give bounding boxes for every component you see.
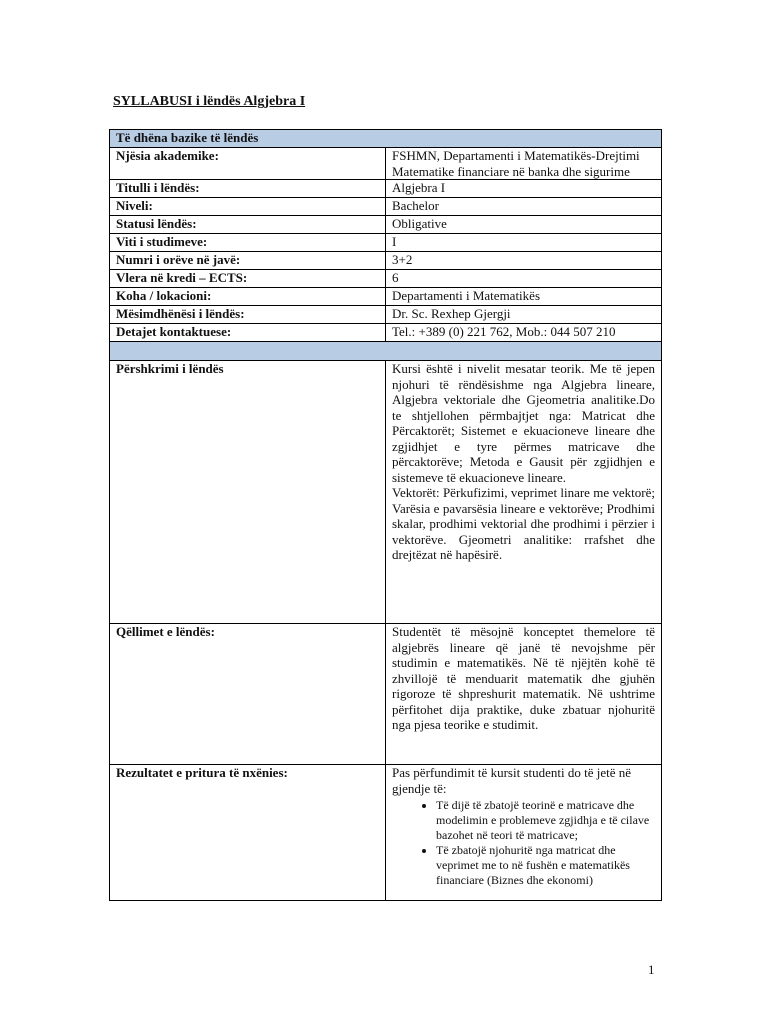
table-row: [110, 216, 662, 234]
row-label: Mësimdhënësi i lëndës:: [110, 306, 386, 324]
section-header: Të dhëna bazike të lëndës: [110, 130, 662, 148]
results-label: Rezultatet e pritura të nxënies:: [110, 765, 386, 901]
row-value: 3+2: [386, 252, 662, 270]
row-label: Detajet kontaktuese:: [110, 324, 386, 342]
row-value: I: [386, 234, 662, 252]
row-value: 6: [386, 270, 662, 288]
description-row: [110, 361, 662, 624]
row-label: Titulli i lëndës:: [110, 180, 386, 198]
document-title: SYLLABUSI i lëndës Algjebra I: [113, 94, 306, 109]
row-label: Numri i orëve në javë:: [110, 252, 386, 270]
description-cell: [386, 361, 662, 624]
table-row: [110, 270, 662, 288]
row-value: Tel.: +389 (0) 221 762, Mob.: 044 507 210: [386, 324, 662, 342]
row-label: Njësia akademike:: [110, 148, 386, 180]
page-number: 1: [648, 962, 655, 977]
table-row: [110, 148, 662, 180]
goals-row: [110, 624, 662, 765]
section-header-row: [110, 130, 662, 148]
list-item: • Të zbatojë njohuritë nga matricat dhe veprimet me to në fushën e matematikës financiare (Biznes dhe ekonomi): [436, 843, 655, 888]
row-label: Statusi lëndës:: [110, 216, 386, 234]
goals-text: Studentët të mësojnë konceptet themelore të algjebrës lineare që janë të nevojshme për studimin e matematikës. Në të njëjtën kohë të zhvillojë të menduarit matematik dhe gjuhën rigoroze të shpreshurit matematik. Në ushtrime përfitohet dija praktike, duke zbatuar njohuritë nga pjesa teorike e studimit.: [386, 624, 662, 765]
description-text-vectors: Vektorët: Përkufizimi, veprimet linare me vektorë; Varësia e pavarsësia lineare e vektorëve; Prodhimi skalar, prodhimi vektorial dhe prodhimi i përzier i vektorëve. Gjeometri analitike: rrafshet dhe drejtëzat në hapësirë.: [392, 485, 655, 562]
row-value: Departamenti i Matematikës: [386, 288, 662, 306]
results-intro: Pas përfundimit të kursit studenti do të jetë në gjendje të:: [392, 765, 632, 796]
row-label: Niveli:: [110, 198, 386, 216]
row-value: Bachelor: [386, 198, 662, 216]
row-label: Koha / lokacioni:: [110, 288, 386, 306]
row-value: Algjebra I: [386, 180, 662, 198]
table-row: [110, 198, 662, 216]
list-item: • Të dijë të zbatojë teorinë e matricave dhe modelimin e problemeve zgjidhja e të cilave bazohet në teori të matricave;: [436, 798, 655, 843]
row-label: Vlera në kredi – ECTS:: [110, 270, 386, 288]
table-row: [110, 234, 662, 252]
results-cell: [386, 765, 662, 901]
results-row: [110, 765, 662, 901]
table-row: [110, 324, 662, 342]
description-text: Kursi është i nivelit mesatar teorik. Me të jepen njohuri të rëndësishme nga Algjebra lineare, Algjebra vektoriale dhe Gjeometria analitike.Do te shtjellohen përmbajtjet nga: Matricat dhe Përcaktorët; Sistemet e ekuacioneve lineare dhe zgjidhjet e tyre përmes matricave dhe përcaktorëve; Metoda e Gausit për zgjidhjen e sistemeve të ekuacioneve lineare.: [392, 361, 655, 485]
results-list: [392, 798, 655, 888]
table-row: [110, 252, 662, 270]
row-value: Dr. Sc. Rexhep Gjergji: [386, 306, 662, 324]
table-row: [110, 288, 662, 306]
separator-band-cell: [110, 342, 662, 361]
row-value: Obligative: [386, 216, 662, 234]
separator-band: [110, 342, 662, 361]
syllabus-table: [109, 129, 662, 901]
goals-label: Qëllimet e lëndës:: [110, 624, 386, 765]
description-label: Përshkrimi i lëndës: [110, 361, 386, 624]
table-row: [110, 306, 662, 324]
table-row: [110, 180, 662, 198]
row-label: Viti i studimeve:: [110, 234, 386, 252]
row-value: FSHMN, Departamenti i Matematikës-Drejtimi Matematike financiare në banka dhe sigurime: [386, 148, 662, 180]
